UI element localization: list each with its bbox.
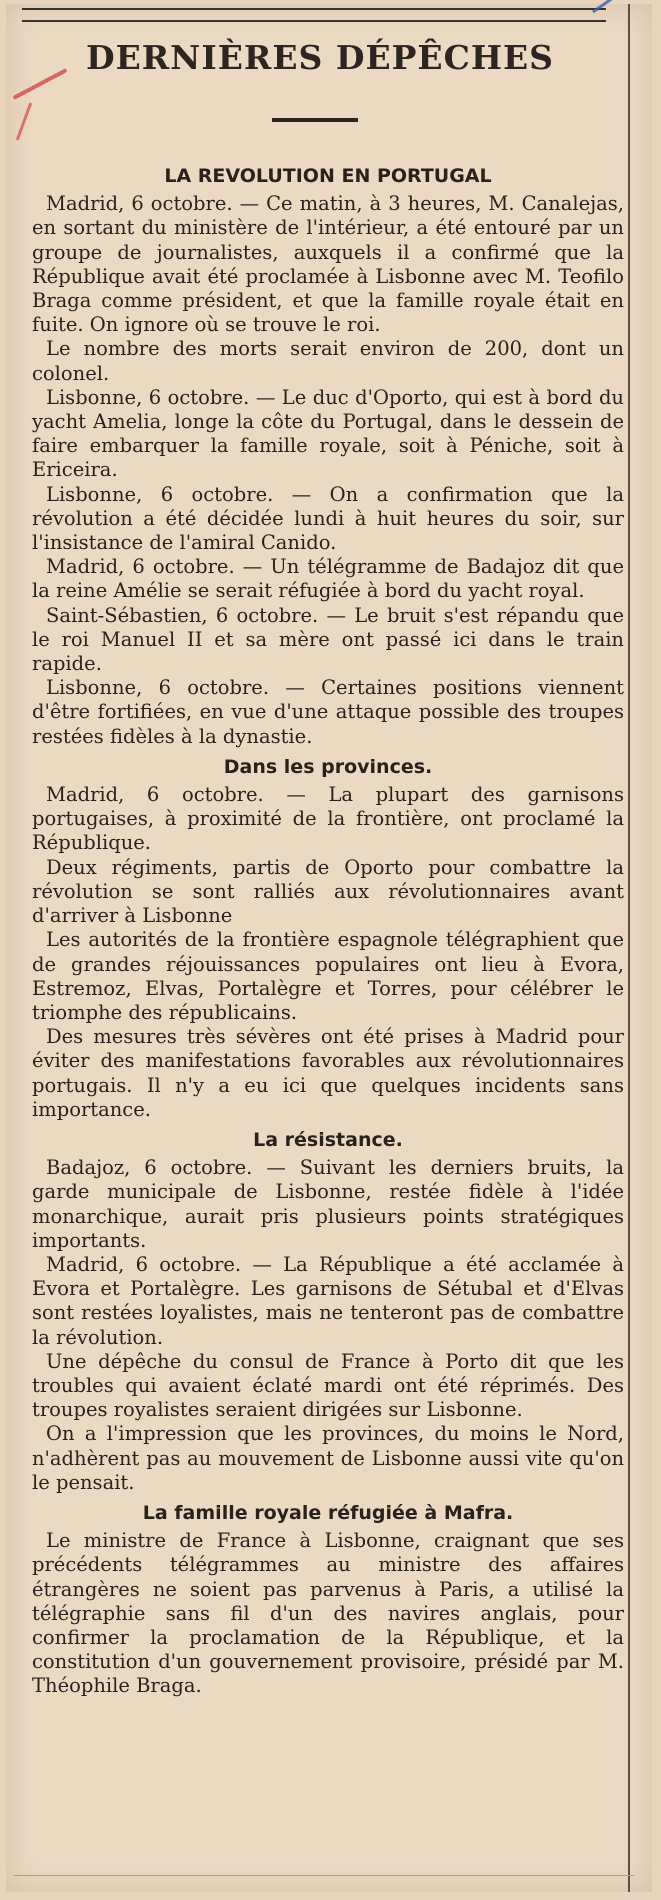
paragraph: Le nombre des morts serait environ de 200, dont un colonel. — [32, 337, 624, 385]
paragraph: Une dépêche du consul de France à Porto dit que les troubles qui avaient éclaté mardi ont été réprimés. Des troupes royalistes seraient dirigées sur Lisbonne. — [32, 1349, 624, 1422]
top-rule — [22, 8, 606, 10]
paragraph: Madrid, 6 octobre. — La République a été acclamée à Evora et Portalègre. Les garnisons de Sétubal et d'Elvas sont restées loyalistes, mais ne tenteront pas de combattre la révolution. — [32, 1252, 624, 1349]
paragraph: Madrid, 6 octobre. — La plupart des garnisons portugaises, à proximité de la frontière, ont proclamé la République. — [32, 783, 624, 855]
column-edge — [628, 4, 630, 1892]
paragraph: Lisbonne, 6 octobre. — Certaines positions viennent d'être fortifiées, en vue d'une attaque possible des troupes restées fidèles à la dynastie. — [32, 676, 624, 748]
paragraph: Badajoz, 6 octobre. — Suivant les derniers bruits, la garde municipale de Lisbonne, restée fidèle à l'idée monarchique, aurait pris plusieurs points stratégiques importants. — [32, 1156, 624, 1252]
paragraph: Saint-Sébastien, 6 octobre. — Le bruit s'est répandu que le roi Manuel II et sa mère ont passé ici dans le train rapide. — [32, 603, 624, 676]
paragraph: Lisbonne, 6 octobre. — On a confirmation que la révolution a été décidée lundi à huit heures du soir, sur l'insistance de l'amiral Canido. — [32, 482, 624, 555]
paragraph: Des mesures très sévères ont été prises à Madrid pour éviter des manifestations favorables aux révolutionnaires portugais. Il n'y a eu ici que quelques incidents sans importance. — [32, 1025, 624, 1121]
paragraph: Madrid, 6 octobre. — Un télégramme de Badajoz dit que la reine Amélie se serait réfugiée à bord du yacht royal. — [32, 555, 624, 603]
paragraph: Madrid, 6 octobre. — Ce matin, à 3 heures, M. Canalejas, en sortant du ministère de l'intérieur, a été entouré par un groupe de journalistes, auxquels il a confirmé que la République avait été proclamée à Lisbonne avec M. Teofilo Braga comme président, et que la famille royale était en fuite. On ignore où se trouve le roi. — [32, 192, 624, 337]
masthead-divider — [272, 118, 358, 122]
paragraph: On a l'impression que les provinces, du moins le Nord, n'adhèrent pas au mouvement de Lisbonne aussi vite qu'on le pensait. — [32, 1422, 624, 1494]
masthead-title: DERNIÈRES DÉPÊCHES — [85, 38, 554, 77]
section-heading: La famille royale réfugiée à Mafra. — [142, 1501, 514, 1524]
section-heading: La résistance. — [253, 1128, 403, 1151]
top-rule-second — [22, 20, 606, 22]
paragraph: Lisbonne, 6 octobre. — Le duc d'Oporto, qui est à bord du yacht Amelia, longe la côte du Portugal, dans le dessein de faire embarquer la famille royale, soit à Péniche, soit à Ericeira. — [32, 385, 624, 482]
paragraph: Le ministre de France à Lisbonne, craignant que ses précédents télégrammes au ministre des affaires étrangères ne soient pas parvenus à Paris, a utilisé la télégraphie sans fil d'un des navires anglais, pour confirmer la proclamation de la République, et la constitution d'un gouvernement provisoire, présidé par M. Théophile Braga. — [32, 1529, 624, 1698]
section-heading: Dans les provinces. — [223, 755, 433, 778]
paragraph: Les autorités de la frontière espagnole télégraphient que de grandes réjouissances populaires ont lieu à Evora, Estremoz, Elvas, Portalègre et Torres, pour célébrer le triomphe des républicains. — [32, 928, 624, 1024]
bottom-edge — [14, 1875, 634, 1876]
section-heading: LA REVOLUTION EN PORTUGAL — [164, 165, 492, 187]
paragraph: Deux régiments, partis de Oporto pour combattre la révolution se sont ralliés aux révolutionnaires avant d'arriver à Lisbonne — [32, 855, 624, 928]
article-column — [32, 158, 624, 1699]
